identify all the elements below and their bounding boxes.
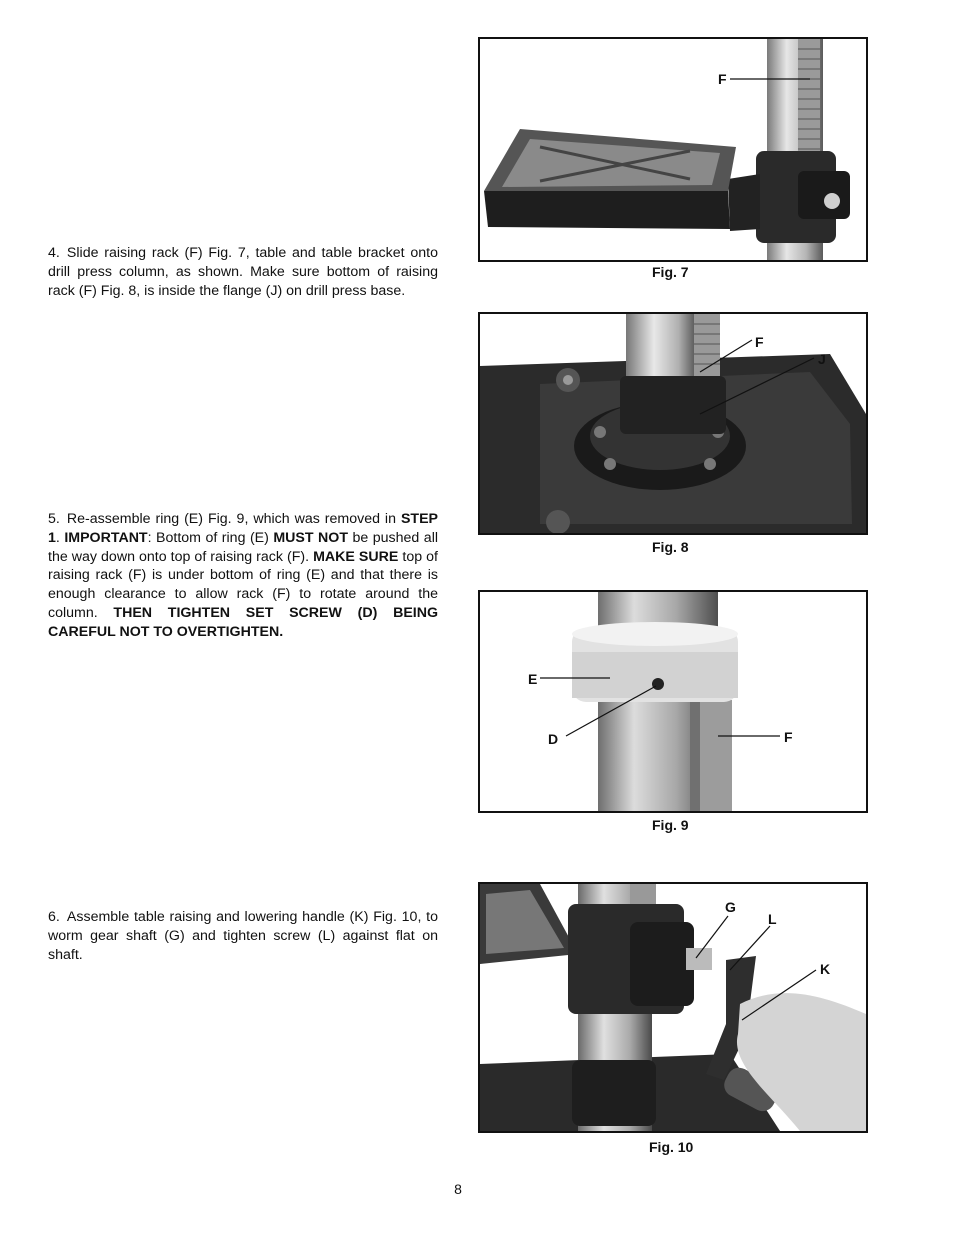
step-5-part-2: . xyxy=(55,529,65,546)
step-5-bold-5: THEN TIGHTEN SET SCREW (D) BEING CAREFUL NOT TO OVERTIGHTEN. xyxy=(48,604,439,640)
step-5-part-3: : Bottom of ring (E) xyxy=(147,529,274,546)
figure-9-photo xyxy=(480,592,866,811)
step-5-text xyxy=(48,510,438,642)
step-5-bold-1: STEP 1 xyxy=(48,511,438,546)
figure-8-caption: Fig. 8 xyxy=(652,539,689,555)
figure-7 xyxy=(478,37,868,262)
step-5-part-5: top of raising rack (F) is under bottom of ring (E) and that there is enough clearance to allow rack (F) to rotate around the column. xyxy=(48,548,438,621)
step-5-bold-2: IMPORTANT xyxy=(64,529,148,546)
fig10-callout-k: K xyxy=(820,961,831,977)
figure-8-photo xyxy=(480,314,866,533)
fig7-callout-f: F xyxy=(718,71,727,87)
fig10-callout-l: L xyxy=(768,911,777,927)
fig10-callout-g: G xyxy=(725,899,736,915)
page-number: 8 xyxy=(454,1181,462,1197)
fig9-callout-d: D xyxy=(548,731,559,747)
step-5-part-4: be pushed all the way down onto top of raising rack (F). xyxy=(48,529,438,565)
figure-10 xyxy=(478,882,868,1133)
fig9-callout-f: F xyxy=(784,729,793,745)
step-5-bold-3: MUST NOT xyxy=(273,529,348,546)
figure-7-caption: Fig. 7 xyxy=(652,264,689,280)
step-5-part-1: 5. Re-assemble ring (E) Fig. 9, which was removed in xyxy=(48,511,401,527)
fig9-callout-e: E xyxy=(528,671,538,687)
figure-9 xyxy=(478,590,868,813)
figure-8 xyxy=(478,312,868,535)
step-5-bold-4: MAKE SURE xyxy=(313,548,399,565)
figure-7-photo xyxy=(480,39,866,260)
step-6-body: 6. Assemble table raising and lowering handle (K) Fig. 10, to worm gear shaft (G) and tighten screw (L) against flat on shaft. xyxy=(48,909,438,963)
step-4-text xyxy=(48,244,438,300)
fig8-callout-j: J xyxy=(818,351,826,367)
figure-10-caption: Fig. 10 xyxy=(649,1139,694,1155)
step-6-text xyxy=(48,908,438,964)
figure-9-caption: Fig. 9 xyxy=(652,817,689,833)
figure-10-photo xyxy=(480,884,866,1131)
step-4-body: 4. Slide raising rack (F) Fig. 7, table and table bracket onto drill press column, as shown. Make sure bottom of raising rack (F) Fig. 8, is inside the flange (J) on drill press base. xyxy=(48,245,438,299)
fig8-callout-f: F xyxy=(755,334,764,350)
